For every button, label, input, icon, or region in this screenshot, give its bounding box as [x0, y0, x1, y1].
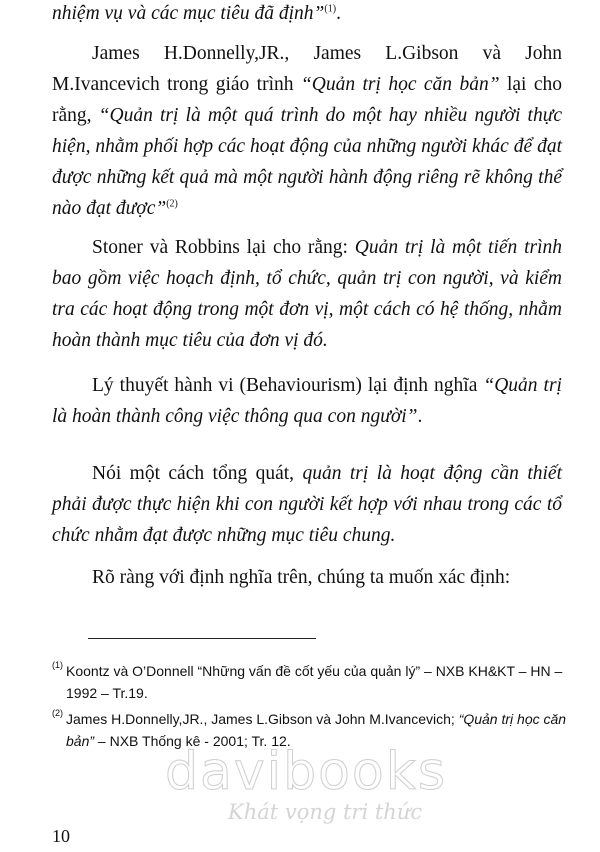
- paragraph-donnelly-definition: [52, 38, 562, 224]
- paragraph-stoner-robbins: [52, 232, 562, 356]
- page-number: 10: [52, 826, 70, 846]
- text-run: nhiệm vụ và các mục tiêu đã định”: [52, 3, 325, 24]
- footnote-reference: (2): [166, 198, 178, 210]
- paragraph-conclusion: [52, 562, 562, 593]
- text-run: “Quản trị học căn bản”: [300, 74, 500, 95]
- watermark-tagline: Khát vọng tri thức: [228, 800, 423, 824]
- text-run: “Quản trị là một quá trình do một hay nhiều người thực hiện, nhằm phối hợp các hoạt động của những người khác để đạt được những kết quả mà một người hành động riêng rẽ không thể nào đạt được”: [52, 105, 563, 219]
- text-run: Rõ ràng với định nghĩa trên, chúng ta muốn xác định:: [92, 567, 511, 588]
- text-run: James H.Donnelly,JR., James L.Gibson và John M.Ivancevich;: [66, 711, 459, 727]
- paragraph-general-definition: [52, 458, 562, 551]
- footnote-reference: (1): [324, 3, 337, 15]
- watermark-logo: davibooks: [165, 742, 447, 802]
- paragraph-continuation: [52, 0, 562, 29]
- text-run: Quản trị là một tiến trình bao gồm việc hoạch định, tổ chức, quản trị con người, và kiểm tra các hoạt động trong một đơn vị, một cách có hệ thống, nhằm hoàn thành mục tiêu của đơn vị đó.: [52, 237, 563, 351]
- footnote-mark: (2): [52, 708, 63, 718]
- text-run: .: [417, 406, 423, 427]
- text-run: quản trị là hoạt động cần thiết phải được thực hiện khi con người kết hợp với nhau trong các tổ chức nhằm đạt được những mục tiêu chung.: [52, 463, 562, 546]
- text-run: James H.Donnelly,JR., James L.Gibson và John M.Ivancevich trong giáo trình: [52, 43, 562, 95]
- text-run: Stoner và Robbins lại cho rằng:: [92, 237, 355, 258]
- footnote-mark: (1): [52, 660, 63, 670]
- text-run: – NXB Thống kê - 2001; Tr. 12.: [94, 733, 291, 749]
- footnote-1: [52, 660, 572, 704]
- text-run: “Quản trị là hoàn thành công việc thông qua con người”: [52, 375, 562, 427]
- footnote-text: [52, 660, 572, 704]
- text-run: Koontz và O’Donnell “Những vấn đề cốt yếu của quản lý” – NXB KH&KT – HN – 1992 – Tr.19.: [66, 663, 563, 701]
- text-run: Lý thuyết hành vi (Behaviourism) lại định nghĩa: [92, 375, 484, 396]
- paragraph-behaviourism: [52, 370, 562, 432]
- text-run: lại cho rằng,: [52, 74, 562, 126]
- footnote-divider: [88, 638, 316, 639]
- text-run: Nói một cách tổng quát,: [92, 463, 303, 484]
- text-run: .: [336, 3, 341, 24]
- text-run: “Quản trị học căn bản”: [66, 711, 567, 749]
